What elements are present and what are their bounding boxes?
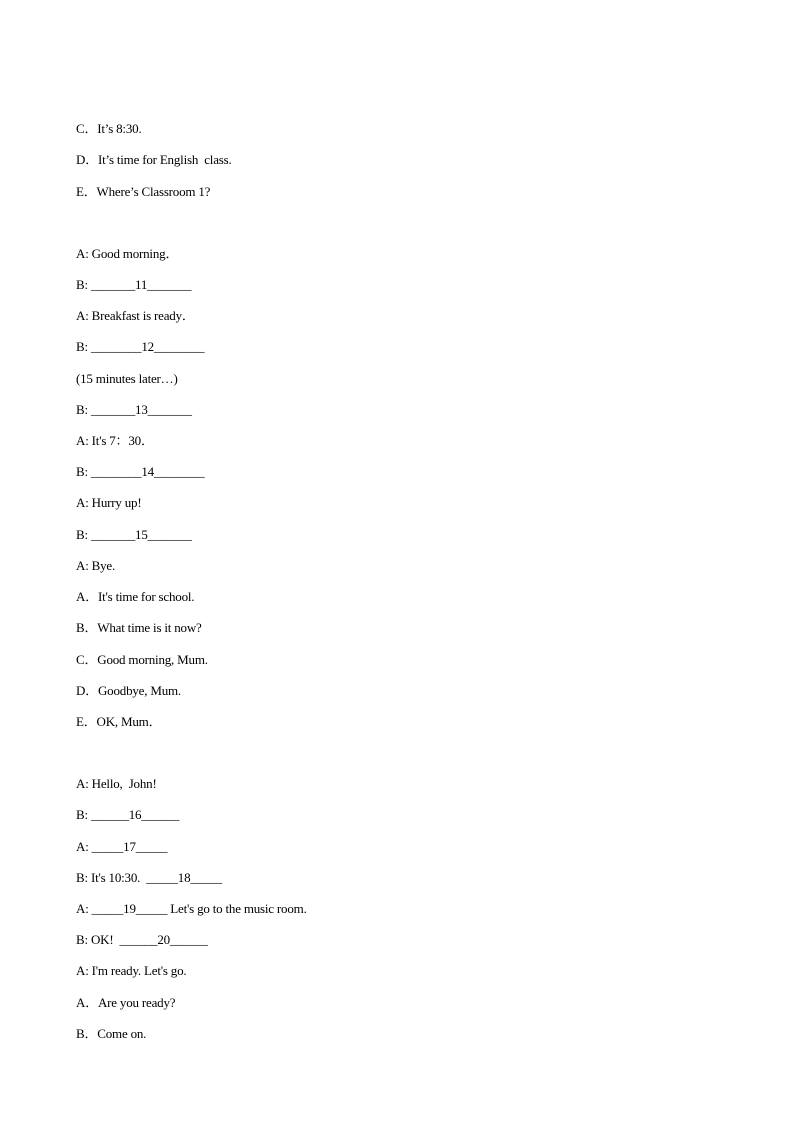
answer-blank-14: ________14________ (90, 464, 205, 479)
speaker: B: (76, 870, 91, 885)
dialogue-line (76, 246, 178, 262)
dialogue-line (76, 963, 186, 979)
dialogue-line (76, 558, 115, 574)
line-text: It's 7：30． (91, 433, 154, 448)
option-d: D．It’s time for English class. (76, 152, 232, 167)
answer-blank-17: _____17_____ (91, 839, 168, 854)
stage-direction: (15 minutes later…) (76, 371, 178, 386)
speaker: A: (76, 901, 92, 916)
speaker: B: (76, 527, 91, 542)
line-text: Hello, John! (91, 776, 157, 791)
speaker: B: (76, 339, 91, 354)
answer-blank-15: _______15_______ (90, 527, 192, 542)
answer-blank-19: _____19_____ Let's go to the music room. (91, 901, 307, 916)
line-text: Hurry up! (91, 495, 142, 510)
dialogue-line (76, 870, 222, 886)
speaker: A: (76, 963, 92, 978)
dialogue-line (76, 402, 192, 418)
option-e: E．Where’s Classroom 1? (76, 184, 211, 199)
dialogue-line (76, 308, 195, 324)
answer-blank-11: _______11_______ (90, 277, 192, 292)
option-e: E．OK, Mum． (76, 714, 162, 729)
option-d: D．Goodbye, Mum. (76, 683, 181, 698)
answer-blank-12: ________12________ (90, 339, 205, 354)
speaker: B: (76, 277, 91, 292)
line-text: Breakfast is ready． (91, 308, 195, 323)
answer-blank-18: It's 10:30. _____18_____ (90, 870, 222, 885)
dialogue-line (76, 932, 208, 948)
option-c: C．It’s 8:30. (76, 121, 142, 136)
dialogue-line (76, 527, 192, 543)
dialogue-line (76, 807, 179, 823)
speaker: A: (76, 246, 92, 261)
dialogue-line (76, 277, 191, 293)
dialogue-line (76, 839, 167, 855)
line-text: Bye. (91, 558, 116, 573)
option-c: C．Good morning, Mum. (76, 652, 208, 667)
dialogue-line (76, 776, 157, 792)
dialogue-line (76, 371, 178, 387)
speaker: B: (76, 464, 91, 479)
dialogue-line (76, 339, 204, 355)
speaker: A: (76, 308, 92, 323)
speaker: A: (76, 495, 92, 510)
speaker: A: (76, 839, 92, 854)
speaker: A: (76, 558, 92, 573)
dialogue-line (76, 433, 154, 449)
dialogue-line (76, 464, 204, 480)
answer-blank-13: _______13_______ (90, 402, 192, 417)
speaker: A: (76, 776, 92, 791)
answer-blank-20: OK! ______20______ (90, 932, 208, 947)
speaker: B: (76, 807, 91, 822)
answer-blank-16: ______16______ (90, 807, 180, 822)
speaker: A: (76, 433, 92, 448)
line-text: I'm ready. Let's go. (91, 963, 187, 978)
speaker: B: (76, 932, 91, 947)
option-a: A．Are you ready? (76, 995, 176, 1010)
speaker: B: (76, 402, 91, 417)
option-a: A．It's time for school. (76, 589, 195, 604)
line-text: Good morning． (91, 246, 179, 261)
option-b: B．Come on. (76, 1026, 147, 1041)
option-b: B．What time is it now? (76, 620, 202, 635)
dialogue-line (76, 495, 141, 511)
dialogue-line (76, 901, 307, 917)
